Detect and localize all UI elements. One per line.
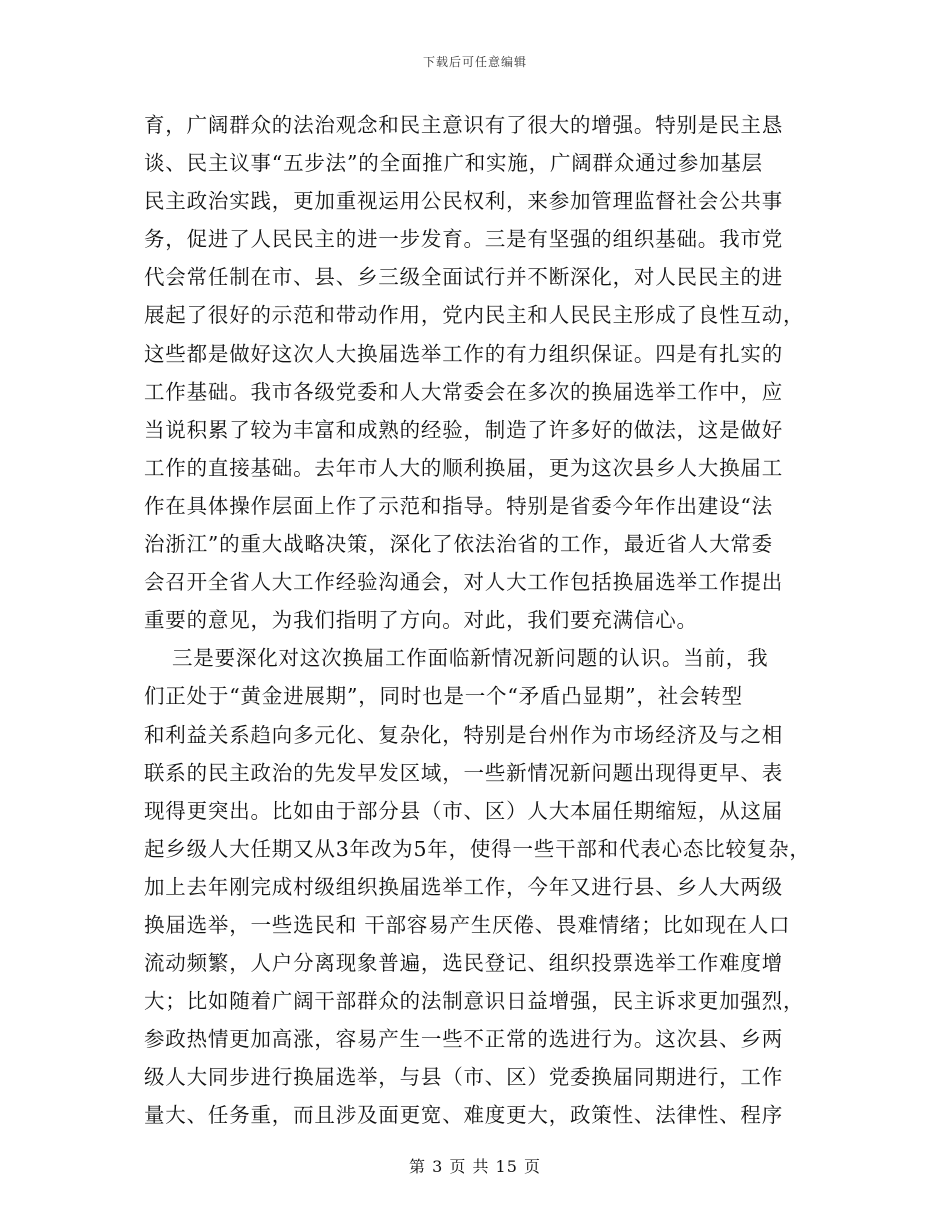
text-line: 治浙江”的重大战略决策，深化了依法治省的工作，最近省人大常委: [144, 532, 773, 557]
page-footer: 第 3 页 共 15 页: [409, 1157, 541, 1176]
text-line: 和利益关系趋向多元化、复杂化，特别是台州作为市场经济及与之相: [144, 722, 783, 747]
text-line: 换届选举，一些选民和 干部容易产生厌倦、畏难情绪；比如现在人口: [144, 912, 791, 937]
text-line: 当说积累了较为丰富和成熟的经验，制造了许多好的做法，这是做好: [144, 417, 783, 442]
text-line: 大；比如随着广阔干部群众的法制意识日益增强，民主诉求更加强烈，: [144, 989, 805, 1014]
page-header: 下载后可任意编辑: [422, 55, 527, 69]
text-line: 作在具体操作层面上作了示范和指导。特别是省委今年作出建设“法: [144, 493, 773, 518]
text-line: 会召开全省人大工作经验沟通会，对人大工作包括换届选举工作提出: [144, 570, 783, 595]
text-line: 代会常任制在市、县、乡三级全面试行并不断深化，对人民民主的进: [144, 265, 783, 290]
text-line: 们正处于“黄金进展期”，同时也是一个“矛盾凸显期”，社会转型: [144, 684, 743, 709]
text-line: 加上去年刚完成村级组织换届选举工作，今年又进行县、乡人大两级: [144, 874, 783, 899]
text-line: 起乡级人大任期又从3年改为5年，使得一些干部和代表心态比较复杂，: [144, 836, 811, 861]
text-line: 展起了很好的示范和带动作用，党内民主和人民民主形成了良性互动，: [144, 303, 805, 328]
paragraph-start-line: 三是要深化对这次换届工作面临新情况新问题的认识。当前，我: [172, 646, 769, 671]
text-line: 务，促进了人民民主的进一步发育。三是有坚强的组织基础。我市党: [144, 227, 783, 252]
text-line: 现得更突出。比如由于部分县（市、区）人大本届任期缩短，从这届: [144, 798, 783, 823]
text-line: 工作基础。我市各级党委和人大常委会在多次的换届选举工作中，应: [144, 379, 783, 404]
body-text: [144, 106, 811, 1135]
text-line: 量大、任务重，而且涉及面更宽、难度更大，政策性、法律性、程序: [144, 1103, 783, 1128]
text-line: 谈、民主议事“五步法”的全面推广和实施，广阔群众通过参加基层: [144, 151, 763, 176]
text-line: 参政热情更加高涨，容易产生一些不正常的选进行为。这次县、乡两: [144, 1027, 783, 1052]
text-line: 联系的民主政治的先发早发区域，一些新情况新问题出现得更早、表: [144, 760, 783, 785]
text-line: 流动频繁，人户分离现象普遍，选民登记、组织投票选举工作难度增: [144, 951, 783, 976]
text-line: 级人大同步进行换届选举，与县（市、区）党委换届同期进行，工作: [144, 1065, 783, 1090]
text-line: 这些都是做好这次人大换届选举工作的有力组织保证。四是有扎实的: [144, 341, 783, 366]
text-line: 民主政治实践，更加重视运用公民权利，来参加管理监督社会公共事: [144, 189, 783, 214]
text-line: 育，广阔群众的法治观念和民主意识有了很大的增强。特别是民主恳: [144, 113, 783, 137]
text-line: 工作的直接基础。去年市人大的顺利换届，更为这次县乡人大换届工: [144, 455, 783, 480]
text-line: 重要的意见，为我们指明了方向。对此，我们要充满信心。: [144, 608, 698, 633]
